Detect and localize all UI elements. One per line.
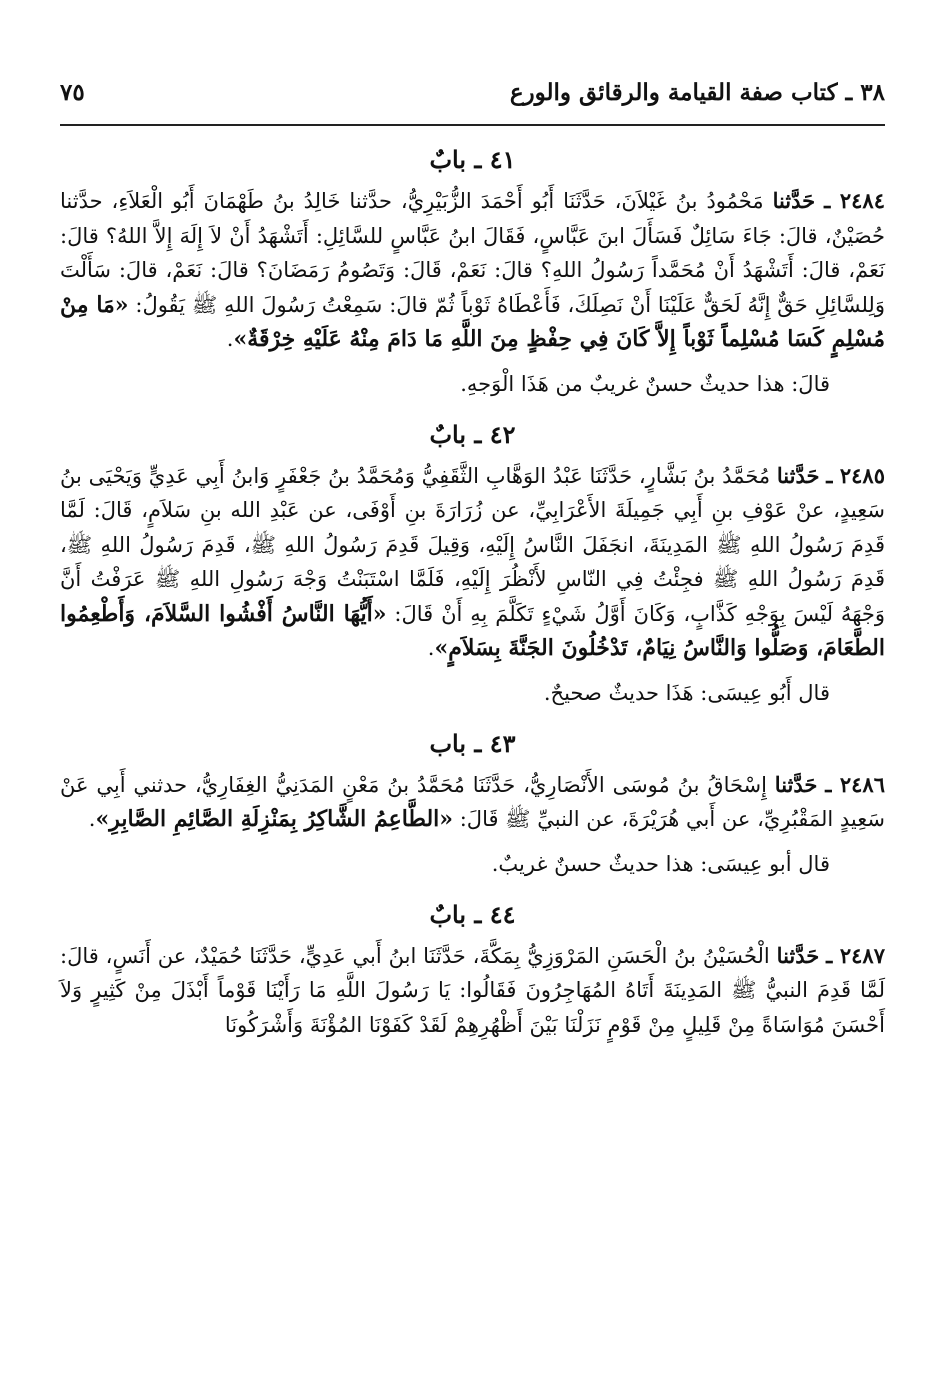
chapter-heading: ٤٢ ـ بابٌ <box>429 419 516 449</box>
hadith-number: ٢٤٨٦ ـ <box>825 771 885 797</box>
hadith-matn: «مَا مِنْ مُسْلِمٍ كَسَا مُسْلِماً ثَوْباً إِلاَّ كَانَ فِي حِفْظٍ مِنَ اللَّهِ مَا دَامَ مِنْهُ عَلَيْهِ خِرْقَةٌ» <box>60 291 885 352</box>
hadith-2486 <box>60 768 885 837</box>
hadith-opener: حَدَّثنا <box>772 188 816 213</box>
hadith-grading: قالَ: هذا حديثٌ حسنٌ غريبٌ من هَذَا الْوَجهِ. <box>460 371 830 396</box>
hadith-2485 <box>60 459 885 666</box>
hadith-closing: . <box>88 807 96 831</box>
hadith-grading: قال أَبُو عِيسَى: هَذَا حديثٌ صحيحٌ. <box>543 680 830 705</box>
hadith-isnad: الْحُسَيْنُ بنُ الْحَسَنِ المَرْوَزِيُّ بِمَكَّةَ، حَدَّثَنَا ابنُ أَبي عَدِيٍّ، حَدَّثَنَا حُمَيْدٌ، عن أَنَسٍ، قالَ: لَمَّا قَدِمَ النبيُّ ﷺ المَدِينَةَ أَتَاهُ المُهَاجِرُونَ فَقَالُوا: يَا رَسُولَ اللَّهِ مَا رَأَيْنَا قَوْماً أَبْذَلَ مِنْ كَثِيرٍ وَلاَ أَحْسَنَ مُوَاسَاةً مِنْ قَلِيلٍ مِنْ قَوْمٍ نَزَلْنَا بَيْنَ أَظْهُرِهِمْ لَقَدْ كَفَوْنَا المُؤْنَةَ وَأَشْرَكُونَا <box>60 943 885 1037</box>
hadith-opener: حَدَّثنا <box>776 462 820 488</box>
hadith-opener: حَدَّثنا <box>774 771 818 797</box>
chapter-heading: ٤١ ـ بابٌ <box>429 145 516 174</box>
running-header <box>60 78 885 120</box>
hadith-matn: «أَيُّهَا النَّاسُ أَفْشُوا السَّلاَمَ، وَأَطْعِمُوا الطَّعَامَ، وَصَلُّوا وَالنَّاسُ نِيَامٌ، تَدْخُلُونَ الجَنَّةَ بِسَلاَمٍ» <box>60 600 885 661</box>
hadith-number: ٢٤٨٤ ـ <box>824 188 885 213</box>
hadith-matn: «الطَّاعِمُ الشَّاكِرُ بِمَنْزِلَةِ الصَّائِمِ الصَّابِرِ» <box>95 806 454 832</box>
hadith-closing: . <box>226 327 234 351</box>
section-42 <box>60 415 885 710</box>
page-number: ٧٥ <box>60 79 85 106</box>
hadith-number: ٢٤٨٧ ـ <box>826 942 885 968</box>
section-43 <box>60 724 885 881</box>
hadith-2487 <box>60 939 885 1043</box>
hadith-isnad: مَحْمُودُ بنُ غَيْلاَنَ، حَدَّثَنَا أَبُو أَحْمَدَ الزُّبَيْرِيُّ، حدَّثنا خَالِدُ بنُ طَهْمَانَ أَبُو الْعَلاَءِ، حدَّثنا حُصَيْنٌ، قالَ: جَاءَ سَائِلٌ فَسَأَلَ ابنَ عَبَّاسٍ، فَقَالَ ابنُ عَبَّاسٍ للسَّائِلِ: أَتَشْهَدُ أَنْ لاَ إِلَهَ إِلاَّ اللهُ؟ قالَ: نَعَمْ، قالَ: أَتَشْهَدُ أَنْ مُحَمَّداً رَسُولُ اللهِ؟ قالَ: نَعَمْ، قَالَ: وَتَصُومُ رَمَضَانَ؟ قالَ: نَعَمْ، قالَ: سَأَلْتَ وَلِلسَّائِلِ حَقٌّ إِنَّهُ لَحَقٌّ عَلَيْنَا أَنْ نَصِلَكَ، فَأَعْطَاهُ ثَوْباً ثُمّ قالَ: سَمِعْتُ رَسُولَ اللهِ ﷺ يَقُولُ: <box>60 189 885 317</box>
chapter-heading: ٤٣ ـ باب <box>429 728 516 758</box>
hadith-grading: قال أبو عِيسَى: هذا حديثٌ حسنٌ غريبٌ. <box>491 851 830 876</box>
chapter-heading: ٤٤ ـ بابٌ <box>429 899 516 929</box>
section-44 <box>60 895 885 1043</box>
section-41 <box>60 140 885 401</box>
header-rule <box>60 124 885 126</box>
hadith-2484 <box>60 184 885 357</box>
chapter-title: ٣٨ ـ كتاب صفة القيامة والرقائق والورع <box>509 79 885 106</box>
hadith-number: ٢٤٨٥ ـ <box>826 462 885 488</box>
hadith-isnad: مُحَمَّدُ بنُ بَشَّارٍ، حَدَّثَنَا عَبْدُ الوَهَّابِ الثَّقَفِيُّ وَمُحَمَّدُ بنُ جَعْفَرٍ وَابنُ أَبِي عَدِيٍّ وَيَحْيَى بنُ سَعِيدٍ، عنْ عَوْفِ بنِ أَبِي جَمِيلَةَ الأَعْرَابِيِّ، عن زُرَارَةَ بنِ أَوْفَى، عن عَبْدِ الله بنِ سَلاَمٍ، قَالَ: لَمَّا قَدِمَ رَسُولُ اللهِ ﷺ المَدِينَةَ، انجَفَلَ النَّاسُ إِلَيْهِ، وَقِيلَ قَدِمَ رَسُولُ اللهِ ﷺ، قَدِمَ رَسُولُ اللهِ ﷺ، قَدِمَ رَسُولُ اللهِ ﷺ فجِئْتُ فِي النّاسِ لأَنْظُرَ إِلَيْهِ، فَلَمَّا اسْتَبَنْتُ وَجْهَ رَسُولِ اللهِ ﷺ عَرَفْتُ أَنَّ وَجْهَهُ لَيْسَ بِوَجْهِ كَذَّابٍ، وَكَانَ أَوَّلُ شَيْءٍ تَكَلَّمَ بِهِ أَنْ قَالَ: <box>60 463 885 626</box>
page-body <box>60 140 885 1042</box>
hadith-isnad: إِسْحَاقُ بنُ مُوسَى الأَنْصَارِيُّ، حَدَّثَنَا مُحَمَّدُ بنُ مَعْنٍ المَدَنِيُّ الغِفَارِيُّ، حدثني أَبِي عَنْ سَعِيدٍ المَقْبُرِيِّ، عن أَبي هُرَيْرَةَ، عن النبيِّ ﷺ قَالَ: <box>60 772 885 831</box>
hadith-opener: حَدَّثنا <box>776 942 820 968</box>
hadith-closing: . <box>427 636 435 660</box>
